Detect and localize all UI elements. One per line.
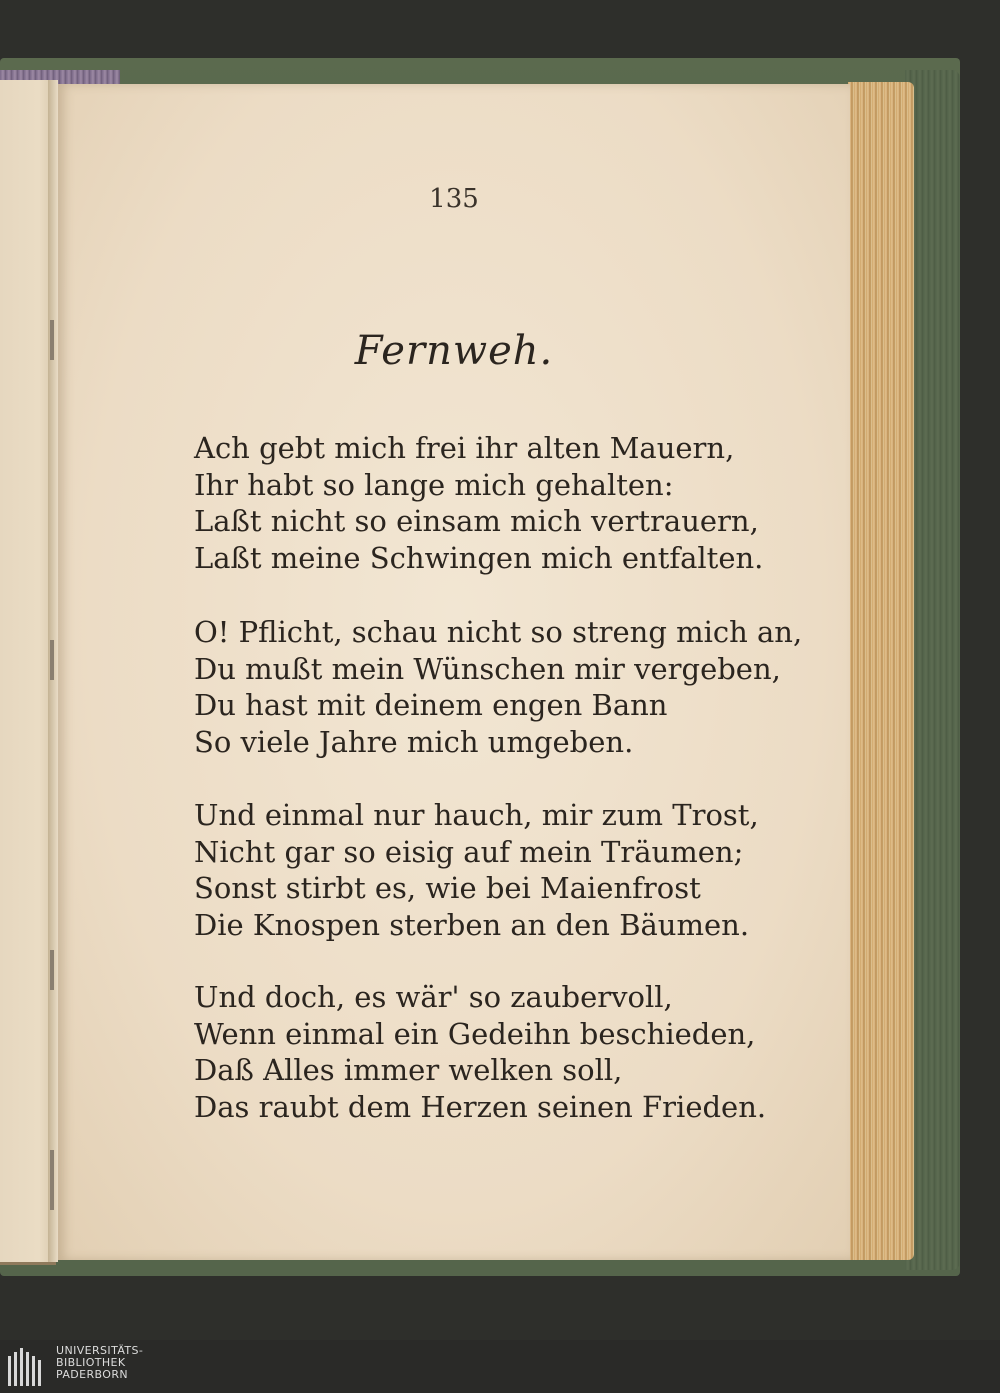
poem-line: Daß Alles immer welken soll, — [194, 1053, 623, 1087]
library-logo-icon — [6, 1346, 48, 1388]
poem-line: Du hast mit deinem engen Bann — [194, 688, 668, 722]
poem-line: Und doch, es wär' so zaubervoll, — [194, 980, 673, 1014]
poem-line: Laßt nicht so einsam mich vertrauern, — [194, 504, 759, 538]
poem-line: Nicht gar so eisig auf mein Träumen; — [194, 834, 744, 869]
poem-line: Du mußt mein Wünschen mir vergeben, — [194, 651, 781, 686]
page-number: 135 — [429, 184, 479, 214]
poem-line: Das raubt dem Herzen seinen Frieden. — [194, 1089, 767, 1124]
stanza-4 — [194, 979, 834, 1125]
binding-thread — [50, 1150, 54, 1210]
logo-line: UNIVERSITÄTS- — [56, 1344, 144, 1357]
stanza-2 — [194, 614, 834, 760]
right-page — [58, 84, 850, 1260]
poem-line: Die Knospen sterben an den Bäumen. — [194, 907, 750, 942]
logo-line: PADERBORN — [56, 1368, 129, 1381]
poem-title: Fernweh. — [354, 328, 554, 374]
library-logo-text — [56, 1345, 143, 1381]
poem-line: So viele Jahre mich umgeben. — [194, 724, 634, 759]
poem-line: Und einmal nur hauch, mir zum Trost, — [194, 798, 759, 832]
stanza-1 — [194, 430, 834, 576]
poem-line: Sonst stirbt es, wie bei Maienfrost — [194, 871, 701, 905]
poem-line: O! Pflicht, schau nicht so streng mich an, — [194, 615, 803, 649]
logo-line: BIBLIOTHEK — [56, 1356, 126, 1369]
binding-thread — [50, 640, 54, 680]
poem-line: Ach gebt mich frei ihr alten Mauern, — [194, 431, 735, 465]
poem-line: Wenn einmal ein Gedeihn beschieden, — [194, 1016, 756, 1051]
stanza-3 — [194, 797, 834, 943]
binding-thread — [50, 320, 54, 360]
poem-line: Laßt meine Schwingen mich entfalten. — [194, 540, 764, 575]
library-footer — [0, 1340, 1000, 1393]
binding-thread — [50, 950, 54, 990]
page-stack-edges — [848, 82, 914, 1260]
poem-line: Ihr habt so lange mich gehalten: — [194, 467, 674, 502]
